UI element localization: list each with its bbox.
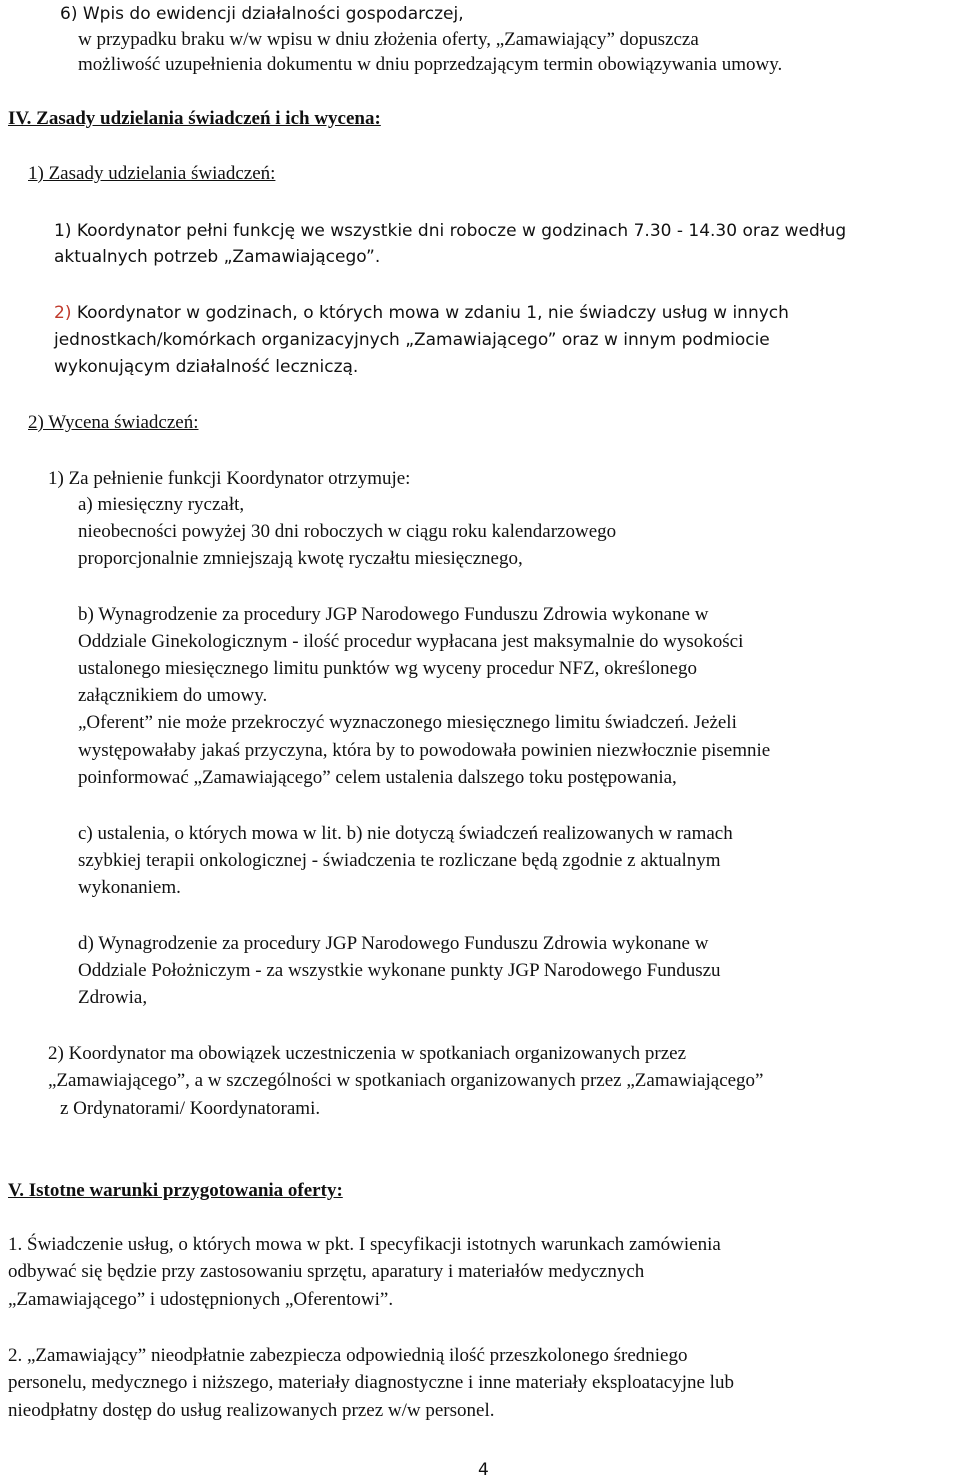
item-6-line1: 6) Wpis do ewidencji działalności gospodarczej, [60,4,464,24]
subsection-1-heading: 1) Zasady udzielania świadczeń: [28,163,276,184]
p2-number: 2) [54,303,72,323]
wa-line1: a) miesięczny ryczałt, [78,494,245,515]
wb-line7: poinformować „Zamawiającego” celem ustalenia dalszego toku postępowania, [78,767,677,788]
wb-line3: ustalonego miesięcznego limitu punktów wg wyceny procedur NFZ, określonego [78,658,697,679]
page-number: 4 [478,1460,489,1480]
wc-line2: szybkiej terapii onkologicznej - świadczenia te rozliczane będą zgodnie z aktualnym [78,850,721,871]
wb-line4: załącznikiem do umowy. [78,685,268,706]
wb-line2: Oddziale Ginekologicznym - ilość procedur wypłacana jest maksymalnie do wysokości [78,631,744,652]
p2-line1-text: Koordynator w godzinach, o których mowa w zdaniu 1, nie świadczy usług w innych [71,303,789,323]
section-iv-heading: IV. Zasady udzielania świadczeń i ich wycena: [8,108,381,129]
w1-line: 1) Za pełnienie funkcji Koordynator otrzymuje: [48,468,411,489]
wc-line3: wykonaniem. [78,877,181,898]
wb-line5: „Oferent” nie może przekroczyć wyznaczonego miesięcznego limitu świadczeń. Jeżeli [78,712,737,733]
wc-line1: c) ustalenia, o których mowa w lit. b) nie dotyczą świadczeń realizowanych w ramach [78,823,733,844]
p2-line3: wykonującym działalność leczniczą. [54,357,359,377]
v-p2-line2: personelu, medycznego i niższego, materiały diagnostyczne i inne materiały eksploatacyjne lub [8,1372,734,1393]
w2-line2: „Zamawiającego”, a w szczególności w spotkaniach organizowanych przez „Zamawiającego” [48,1070,764,1091]
w2-line3: z Ordynatorami/ Koordynatorami. [60,1098,321,1119]
subsection-2-heading: 2) Wycena świadczeń: [28,412,199,433]
v-p2-line1: 2. „Zamawiający” nieodpłatnie zabezpiecza odpowiednią ilość przeszkolonego średniego [8,1345,688,1366]
wd-line3: Zdrowia, [78,987,148,1008]
wd-line1: d) Wynagrodzenie za procedury JGP Narodowego Funduszu Zdrowia wykonane w [78,933,709,954]
wa-line2: nieobecności powyżej 30 dni roboczych w ciągu roku kalendarzowego [78,521,617,542]
v-p1-line1: 1. Świadczenie usług, o których mowa w pkt. I specyfikacji istotnych warunkach zamówienia [8,1234,721,1255]
item-6-line3: możliwość uzupełnienia dokumentu w dniu poprzedzającym termin obowiązywania umowy. [78,54,783,75]
v-p2-line3: nieodpłatny dostęp do usług realizowanych przez w/w personel. [8,1400,495,1421]
v-p1-line3: „Zamawiającego” i udostępnionych „Oferentowi”. [8,1289,394,1310]
wb-line6: występowałaby jakaś przyczyna, która by to powodowała powinien niezwłocznie pisemnie [78,740,771,761]
section-v-heading: V. Istotne warunki przygotowania oferty: [8,1180,343,1201]
v-p1-line2: odbywać się będzie przy zastosowaniu sprzętu, aparatury i materiałów medycznych [8,1261,645,1282]
wa-line3: proporcjonalnie zmniejszają kwotę ryczałtu miesięcznego, [78,548,523,569]
p1-line2: aktualnych potrzeb „Zamawiającego”. [54,247,381,267]
wd-line2: Oddziale Położniczym - za wszystkie wykonane punkty JGP Narodowego Funduszu [78,960,721,981]
wb-line1: b) Wynagrodzenie za procedury JGP Narodowego Funduszu Zdrowia wykonane w [78,604,709,625]
w2-line1: 2) Koordynator ma obowiązek uczestniczenia w spotkaniach organizowanych przez [48,1043,687,1064]
p1-line1: 1) Koordynator pełni funkcję we wszystkie dni robocze w godzinach 7.30 - 14.30 oraz według [54,221,847,241]
item-6-line2: w przypadku braku w/w wpisu w dniu złożenia oferty, „Zamawiający” dopuszcza [78,29,699,50]
p2-line1 [54,301,789,325]
p2-line2: jednostkach/komórkach organizacyjnych „Zamawiającego” oraz w innym podmiocie [54,330,770,350]
